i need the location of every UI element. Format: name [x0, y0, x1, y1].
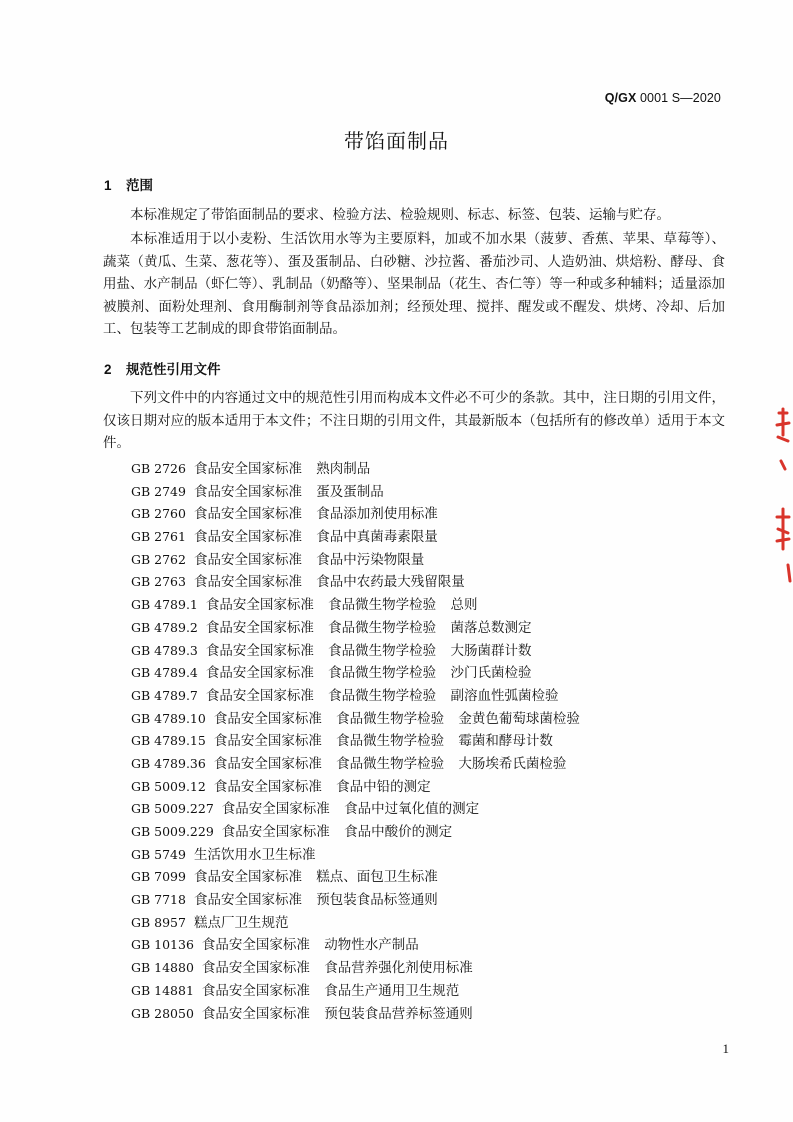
- reference-title: 食品安全国家标准 食品微生物学检验 金黄色葡萄球菌检验: [213, 710, 580, 727]
- reference-item: [131, 821, 580, 844]
- reference-code: GB 4789.1: [131, 597, 198, 613]
- reference-item: [131, 912, 580, 935]
- section-heading-scope: [104, 174, 153, 194]
- seal-stamp-icon: [777, 409, 790, 581]
- reference-code: GB 10136: [131, 937, 194, 953]
- reference-title: 食品安全国家标准 食品微生物学检验 沙门氏菌检验: [205, 665, 532, 682]
- reference-code: GB 7099: [131, 869, 186, 885]
- reference-title: 食品安全国家标准 食品中酸价的测定: [221, 824, 453, 840]
- reference-item: [131, 571, 580, 594]
- reference-title: 食品安全国家标准 熟肉制品: [193, 461, 371, 477]
- reference-code: GB 2726: [131, 461, 186, 476]
- reference-title: 食品安全国家标准 食品微生物学检验 总则: [205, 597, 478, 614]
- reference-code: GB 2762: [131, 551, 186, 567]
- reference-code: GB 5009.12: [131, 778, 206, 794]
- reference-title: 食品安全国家标准 食品微生物学检验 菌落总数测定: [205, 619, 532, 636]
- reference-item: [131, 798, 580, 821]
- reference-code: GB 2761: [131, 529, 186, 545]
- reference-item: [131, 617, 580, 640]
- reference-item: [131, 685, 580, 708]
- standard-code: [605, 91, 721, 105]
- reference-code: GB 5009.229: [131, 824, 214, 839]
- references-intro-paragraph: 下列文件中的内容通过文中的规范性引用而构成本文件必不可少的条款。其中，注日期的引用文件，仅该日期对应的版本适用于本文件；不注日期的引用文件，其最新版本（包括所有的修改单）适用于本文件。: [103, 390, 725, 452]
- reference-title: 食品安全国家标准 食品微生物学检验 霉菌和酵母计数: [213, 733, 553, 750]
- reference-code: GB 5009.227: [131, 801, 214, 817]
- reference-item: [131, 640, 580, 663]
- reference-code: GB 4789.15: [131, 733, 206, 749]
- reference-title: 糕点厂卫生规范: [193, 914, 289, 931]
- reference-item: [131, 458, 580, 481]
- reference-item: [131, 503, 580, 526]
- reference-item: [131, 526, 580, 549]
- reference-code: GB 4789.10: [131, 710, 206, 726]
- reference-item: [131, 866, 580, 889]
- reference-item: [131, 594, 580, 617]
- reference-title: 生活饮用水卫生标准: [193, 846, 316, 863]
- reference-code: GB 5749: [131, 846, 186, 862]
- reference-item: [131, 844, 580, 867]
- reference-item: [131, 481, 580, 504]
- section-heading-normative-references: [104, 358, 221, 378]
- reference-code: GB 4789.3: [131, 642, 198, 658]
- section-title: 范围: [126, 178, 153, 194]
- reference-item: [131, 708, 580, 731]
- page-number: 1: [722, 1041, 729, 1056]
- reference-title: 食品安全国家标准 食品生产通用卫生规范: [201, 982, 460, 999]
- reference-title: 食品安全国家标准 糕点、面包卫生标准: [193, 869, 438, 886]
- reference-code: GB 7718: [131, 892, 186, 908]
- reference-code: GB 2763: [131, 574, 186, 590]
- reference-code: GB 2760: [131, 506, 186, 522]
- reference-item: [131, 662, 580, 685]
- reference-code: GB 4789.36: [131, 755, 206, 771]
- reference-item: [131, 980, 580, 1003]
- scope-paragraph-1: 本标准规定了带馅面制品的要求、检验方法、检验规则、标志、标签、包装、运输与贮存。: [130, 207, 670, 223]
- reference-title: 食品安全国家标准 食品中污染物限量: [193, 551, 425, 568]
- reference-item: [131, 957, 580, 980]
- section-title: 规范性引用文件: [126, 362, 221, 378]
- reference-title: 食品安全国家标准 蛋及蛋制品: [193, 483, 384, 500]
- standard-code-prefix: Q/GX: [604, 91, 637, 105]
- reference-code: GB 2749: [131, 483, 186, 499]
- standard-code-number: 0001 S—2020: [636, 91, 721, 105]
- reference-code: GB 14880: [131, 960, 194, 976]
- reference-code: GB 4789.7: [131, 687, 198, 703]
- reference-title: 食品安全国家标准 预包装食品营养标签通则: [201, 1005, 473, 1022]
- reference-title: 食品安全国家标准 食品微生物学检验 大肠菌群计数: [205, 642, 532, 659]
- scope-paragraph-2: 本标准适用于以小麦粉、生活饮用水等为主要原料，加或不加水果（菠萝、香蕉、苹果、草莓等）、蔬菜（黄瓜、生菜、葱花等）、蛋及蛋制品、白砂糖、沙拉酱、番茄沙司、人造奶油、烘焙粉、酵母、食用盐、水产制品（虾仁等）、乳制品（奶酪等）、坚果制品（花生、杏仁等）等一种或多种辅料；适量添加被膜剂、面粉处理剂、食用酶制剂等食品添加剂；经预处理、搅拌、醒发或不醒发、烘烤、冷却、后加工、包装等工艺制成的即食带馅面制品。: [103, 231, 725, 338]
- seal-stamp-fragment: [773, 405, 793, 585]
- reference-title: 食品安全国家标准 食品微生物学检验 副溶血性弧菌检验: [205, 687, 559, 704]
- section-number: 1: [104, 178, 112, 193]
- reference-item: [131, 730, 580, 753]
- reference-code: GB 28050: [131, 1005, 194, 1021]
- reference-title: 食品安全国家标准 食品中真菌毒素限量: [193, 529, 438, 546]
- reference-code: GB 4789.4: [131, 665, 198, 681]
- reference-item: [131, 889, 580, 912]
- section-number: 2: [104, 362, 112, 377]
- reference-code: GB 14881: [131, 982, 194, 998]
- reference-item: [131, 776, 580, 799]
- reference-title: 食品安全国家标准 食品微生物学检验 大肠埃希氏菌检验: [213, 755, 567, 772]
- reference-code: GB 8957: [131, 914, 186, 930]
- reference-item: [131, 549, 580, 572]
- reference-code: GB 4789.2: [131, 619, 198, 635]
- reference-title: 食品安全国家标准 食品中农药最大残留限量: [193, 574, 465, 591]
- reference-item: [131, 1003, 580, 1026]
- document-title: 带馅面制品: [344, 129, 449, 153]
- reference-title: 食品安全国家标准 食品营养强化剂使用标准: [201, 960, 473, 977]
- reference-title: 食品安全国家标准 食品中铅的测定: [213, 778, 431, 795]
- reference-title: 食品安全国家标准 预包装食品标签通则: [193, 892, 438, 909]
- reference-list: [131, 458, 580, 1025]
- reference-title: 食品安全国家标准 食品中过氧化值的测定: [221, 801, 480, 818]
- reference-item: [131, 934, 580, 957]
- reference-title: 食品安全国家标准 动物性水产制品: [201, 937, 419, 954]
- reference-title: 食品安全国家标准 食品添加剂使用标准: [193, 506, 438, 523]
- reference-item: [131, 753, 580, 776]
